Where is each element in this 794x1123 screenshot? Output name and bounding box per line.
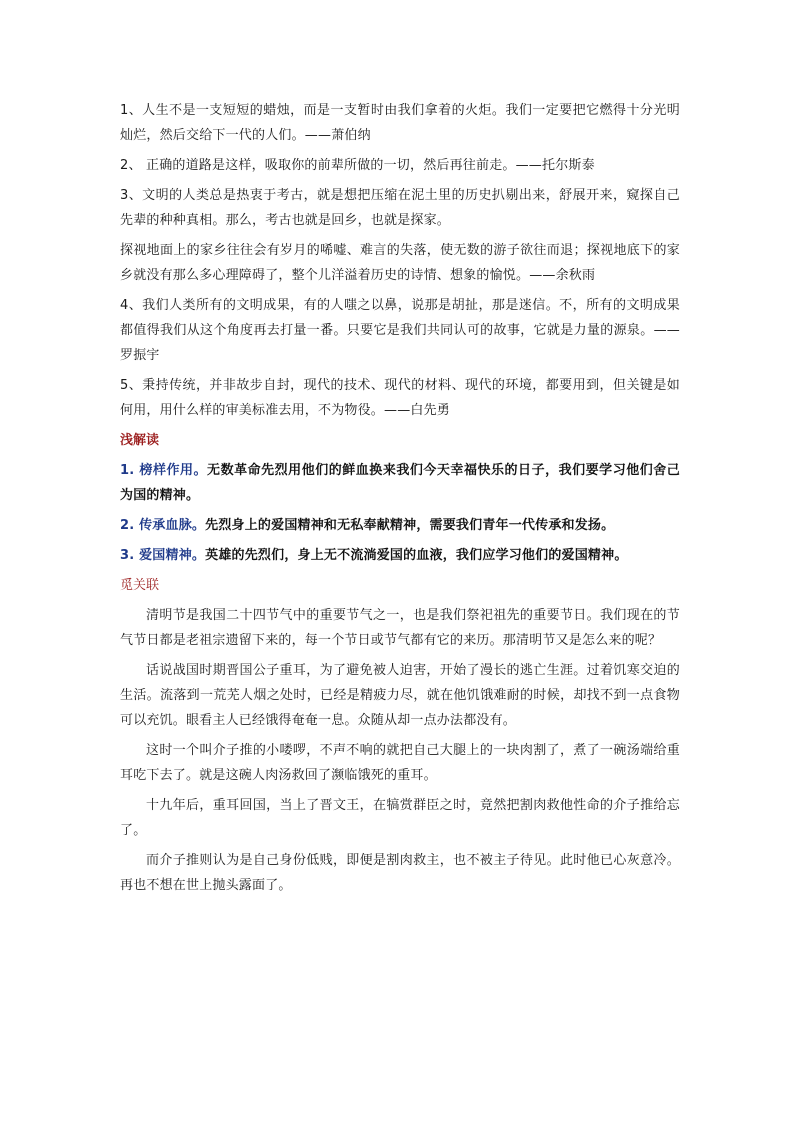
related-heading: 觅关联 — [120, 578, 160, 593]
analysis-item-text: 先烈身上的爱国精神和无私奉献精神，需要我们青年一代传承和发扬。 — [205, 518, 615, 533]
document-page — [120, 98, 680, 903]
quote-2: 2、 正确的道路是这样，吸取你的前辈所做的一切，然后再往前走。——托尔斯泰 — [120, 158, 595, 173]
analysis-item-2 — [120, 513, 680, 538]
quote-4: 4、我们人类所有的文明成果，有的人嗤之以鼻，说那是胡扯，那是迷信。不，所有的文明成果都值得我们从这个角度再去打量一番。只要它是我们共同认可的故事，它就是力量的源泉。——罗振宇 — [120, 298, 680, 363]
analysis-item-3 — [120, 543, 680, 568]
related-paragraph-1: 清明节是我国二十四节气中的重要节气之一，也是我们祭祀祖先的重要节日。我们现在的节气节日都是老祖宗遗留下来的，每一个节日或节气都有它的来历。那清明节又是怎么来的呢？ — [120, 608, 680, 648]
analysis-item-label: 3. 爱国精神。 — [120, 548, 206, 563]
related-paragraph-2: 话说战国时期晋国公子重耳，为了避免被人迫害，开始了漫长的逃亡生涯。过着饥寒交迫的生活。流落到一荒芜人烟之处时，已经是精疲力尽，就在他饥饿难耐的时候，却找不到一点食物可以充饥。眼看主人已经饿得奄奄一息。众随从却一点办法都没有。 — [120, 663, 680, 728]
quote-3: 3、文明的人类总是热衷于考古，就是想把压缩在泥土里的历史扒剔出来，舒展开来，窥探自己先辈的种种真相。那么，考古也就是回乡，也就是探家。 — [120, 188, 680, 228]
quote-1: 1、人生不是一支短短的蜡烛，而是一支暂时由我们拿着的火炬。我们一定要把它燃得十分光明灿烂，然后交给下一代的人们。——萧伯纳 — [120, 103, 680, 143]
analysis-item-text: 英雄的先烈们，身上无不流淌爱国的血液，我们应学习他们的爱国精神。 — [205, 548, 628, 563]
related-paragraph-3: 这时一个叫介子推的小喽啰，不声不响的就把自己大腿上的一块肉割了，煮了一碗汤端给重耳吃下去了。就是这碗人肉汤救回了濒临饿死的重耳。 — [120, 743, 680, 783]
analysis-item-text: 无数革命先烈用他们的鲜血换来我们今天幸福快乐的日子，我们要学习他们舍己为国的精神。 — [120, 463, 680, 503]
analysis-item-label: 1. 榜样作用。 — [120, 463, 208, 478]
quote-5: 5、秉持传统，并非故步自封，现代的技术、现代的材料、现代的环境，都要用到，但关键是如何用，用什么样的审美标准去用，不为物役。——白先勇 — [120, 378, 680, 418]
analysis-heading: 浅解读 — [120, 433, 160, 448]
quote-3-continued: 探视地面上的家乡往往会有岁月的唏嘘、难言的失落，使无数的游子欲往而退；探视地底下的家乡就没有那么多心理障碍了，整个儿洋溢着历史的诗情、想象的愉悦。——余秋雨 — [120, 243, 680, 283]
related-paragraph-5: 而介子推则认为是自己身份低贱，即便是割肉救主，也不被主子待见。此时他已心灰意冷。再也不想在世上抛头露面了。 — [120, 853, 680, 893]
analysis-item-1 — [120, 458, 680, 508]
analysis-item-label: 2. 传承血脉。 — [120, 518, 206, 533]
related-paragraph-4: 十九年后，重耳回国，当上了晋文王，在犒赏群臣之时，竟然把割肉救他性命的介子推给忘了。 — [120, 798, 680, 838]
